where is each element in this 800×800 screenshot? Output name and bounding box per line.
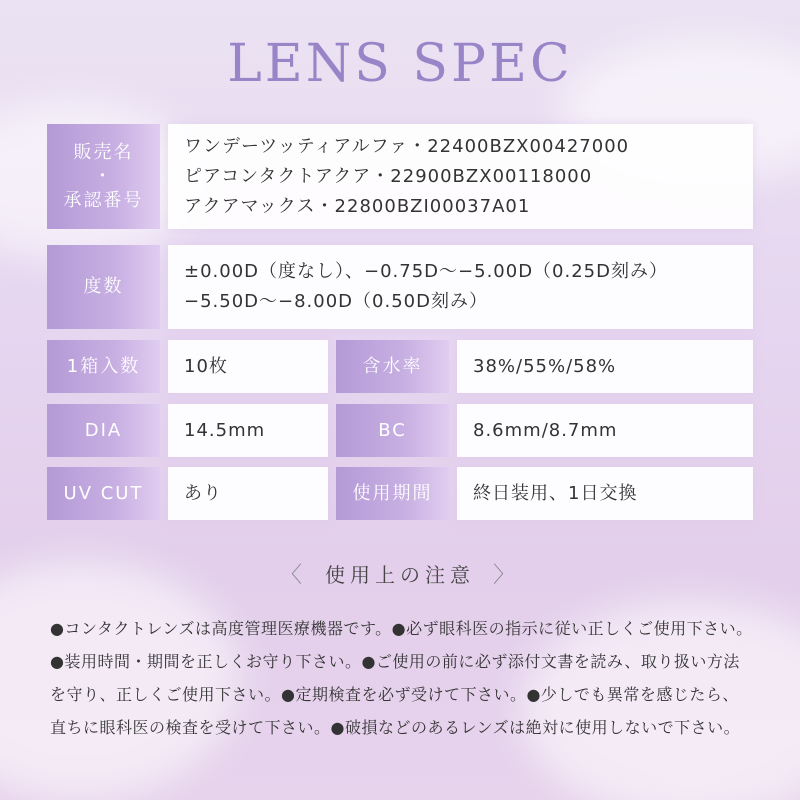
- label-line: 承認番号: [63, 189, 144, 211]
- spec-value-uv: あり: [168, 467, 328, 520]
- spec-label-power: 度数: [47, 245, 160, 329]
- spec-label-quantity: 1箱入数: [47, 340, 160, 393]
- spec-value-approval: [168, 124, 753, 229]
- approval-line: ワンデーツッティアルファ・22400BZX00427000: [184, 135, 630, 157]
- spec-row-quantity-water: [47, 340, 753, 393]
- chevron-left-icon: 〈: [279, 563, 307, 588]
- power-line: ±0.00D（度なし）、−0.75D〜−5.00D（0.25D刻み）: [184, 261, 668, 282]
- label-line: 販売名: [73, 141, 134, 163]
- spec-value-quantity: 10枚: [168, 340, 328, 393]
- spec-label-uv: UV CUT: [47, 467, 160, 520]
- power-line: −5.50D〜−8.00D（0.50D刻み）: [184, 291, 488, 312]
- spec-label-period: 使用期間: [336, 467, 449, 520]
- spec-row-approval: [47, 124, 753, 229]
- spec-row-dia-bc: [47, 404, 753, 457]
- label-dot: ・: [93, 165, 114, 187]
- spec-label-water: 含水率: [336, 340, 449, 393]
- notice-title: 使用上の注意: [325, 563, 475, 587]
- page-title: LENS SPEC: [227, 34, 573, 94]
- spec-label-dia: DIA: [47, 404, 160, 457]
- spec-value-water: 38%/55%/58%: [457, 340, 753, 393]
- spec-row-power: [47, 245, 753, 329]
- spec-value-bc: 8.6mm/8.7mm: [457, 404, 753, 457]
- spec-value-period: 終日装用、1日交換: [457, 467, 753, 520]
- chevron-right-icon: 〉: [493, 563, 521, 588]
- spec-label-bc: BC: [336, 404, 449, 457]
- spec-row-uv-period: [47, 467, 753, 520]
- notice-body: ●コンタクトレンズは高度管理医療機器です。●必ず眼科医の指示に従い正しくご使用下さい。●装用時間・期間を正しくお守り下さい。●ご使用の前に必ず添付文書を読み、取り扱い方法を守り、正しくご使用下さい。●定期検査を必ず受けて下さい。●少しでも異常を感じたら、直ちに眼科医の検査を受けて下さい。●破損などのあるレンズは絶対に使用しないで下さい。: [50, 619, 753, 737]
- notice-heading: [0, 558, 800, 589]
- spec-value-power: [168, 245, 753, 329]
- spec-label-approval: [47, 124, 160, 229]
- spec-value-dia: 14.5mm: [168, 404, 328, 457]
- approval-line: ピアコンタクトアクア・22900BZX00118000: [184, 165, 593, 187]
- approval-line: アクアマックス・22800BZI00037A01: [184, 195, 531, 217]
